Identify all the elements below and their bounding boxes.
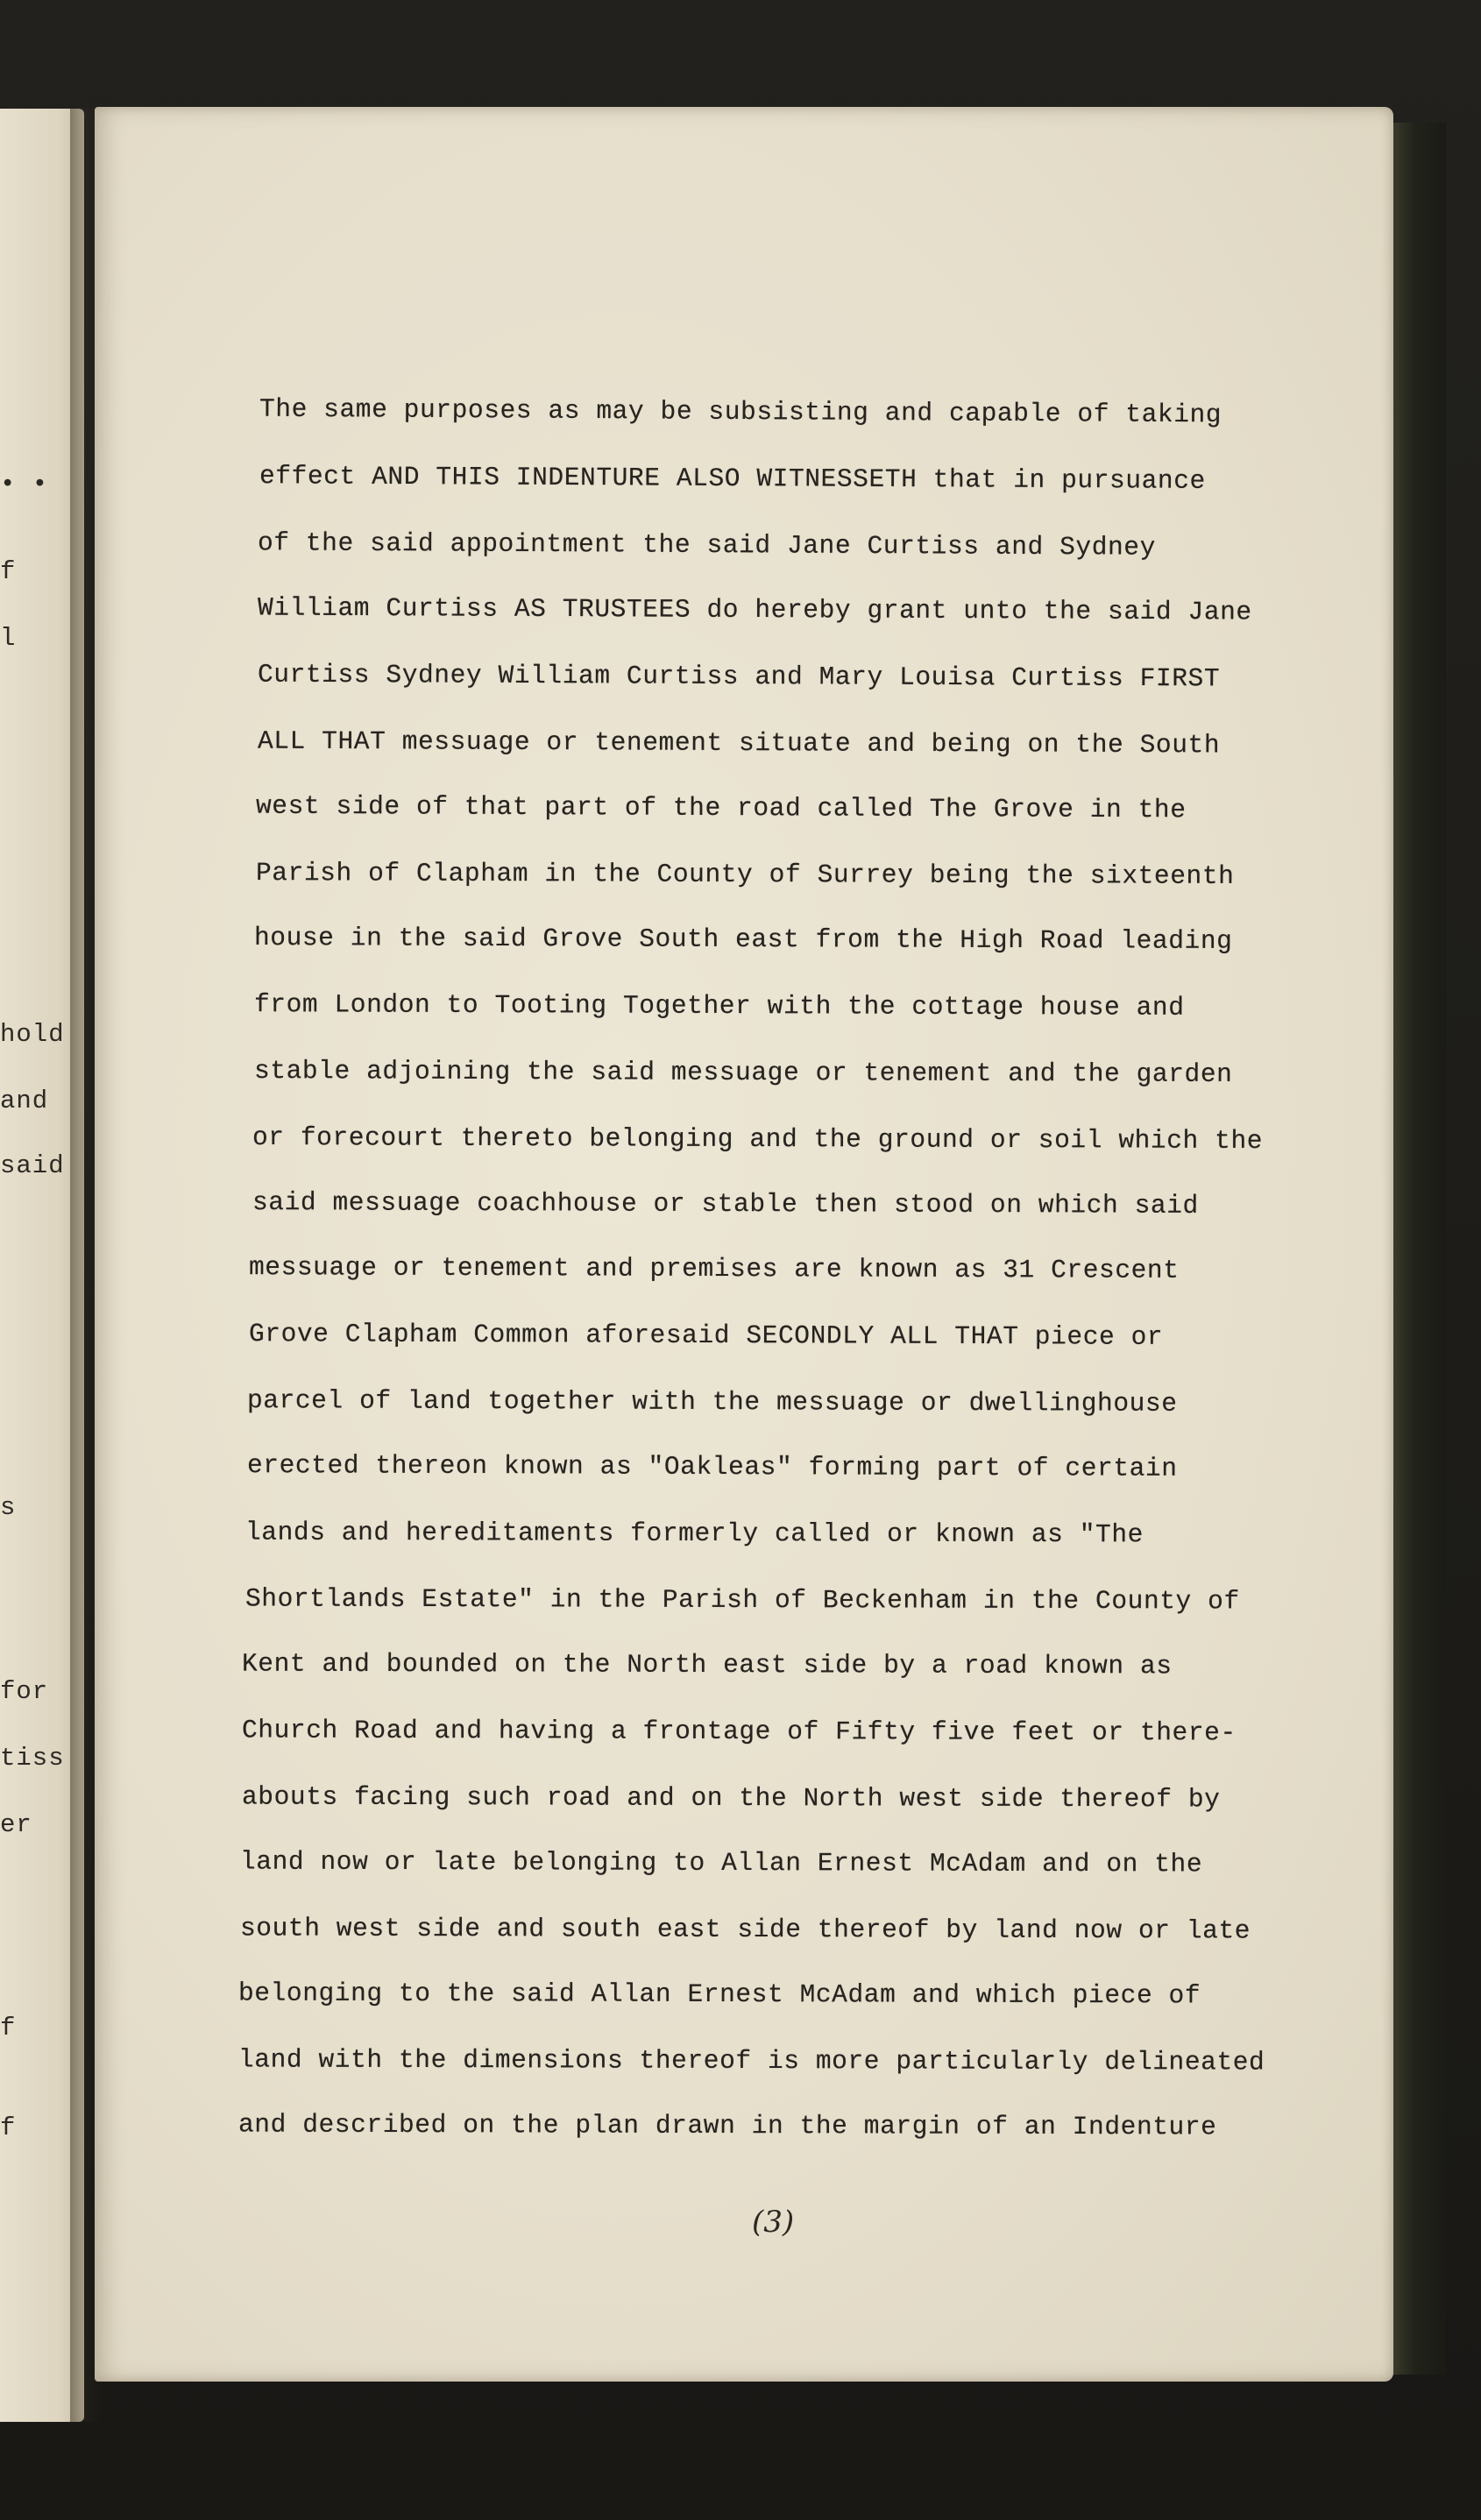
text-line: or forecourt thereto belonging and the ground or soil which the xyxy=(252,1122,1264,1157)
text-line: messuage or tenement and premises are known as 31 Crescent xyxy=(248,1252,1180,1285)
facing-page-fragment: l xyxy=(0,624,17,653)
text-line: west side of that part of the road called The Grove in the xyxy=(255,790,1187,825)
facing-page-fragment: tiss xyxy=(0,1744,65,1773)
text-line: land with the dimensions thereof is more particularly delineated xyxy=(237,2044,1265,2078)
page-number: (3) xyxy=(752,2205,795,2240)
facing-page-fragment: and xyxy=(0,1087,49,1115)
text-line: belonging to the said Allan Ernest McAdam and which piece of xyxy=(237,1978,1201,2011)
text-line: lands and hereditaments formerly called or known as "The xyxy=(244,1517,1144,1550)
text-line: ALL THAT messuage or tenement situate and being on the South xyxy=(257,726,1221,761)
text-line: from London to Tooting Together with the cottage house and xyxy=(253,989,1185,1023)
text-line: land now or late belonging to Allan Ernest McAdam and on the xyxy=(239,1846,1203,1879)
facing-page-fragment: f xyxy=(0,557,17,586)
text-line: Kent and bounded on the North east side by a road known as xyxy=(241,1648,1173,1681)
text-line: said messuage coachhouse or stable then stood on which said xyxy=(252,1187,1199,1221)
text-line: of the said appointment the said Jane Curtiss and Sydney xyxy=(257,527,1157,563)
facing-page-fragment: for xyxy=(0,1677,49,1706)
text-line: parcel of land together with the messuage or dwellinghouse xyxy=(246,1385,1178,1419)
text-line: Church Road and having a frontage of Fifty five feet or there- xyxy=(241,1715,1237,1748)
text-line: erected thereon known as "Oakleas" forming part of certain xyxy=(246,1450,1178,1483)
text-line: abouts facing such road and on the North west side thereof by xyxy=(241,1781,1221,1815)
facing-page-fragment: • • xyxy=(0,470,49,499)
text-line: Grove Clapham Common aforesaid SECONDLY ALL THAT piece or xyxy=(248,1319,1164,1352)
facing-page-fragment: f xyxy=(0,2014,17,2042)
text-line: house in the said Grove South east from the High Road leading xyxy=(253,923,1233,956)
text-line: stable adjoining the said messuage or tenement and the garden xyxy=(253,1056,1233,1089)
text-line: William Curtiss AS TRUSTEES do hereby grant unto the said Jane xyxy=(257,592,1252,627)
text-line: Parish of Clapham in the County of Surrey being the sixteenth xyxy=(255,858,1235,891)
text-line: Curtiss Sydney William Curtiss and Mary Louisa Curtiss FIRST xyxy=(257,659,1221,694)
text-line: south west side and south east side thereof by land now or late xyxy=(239,1913,1251,1946)
text-line: The same purposes as may be subsisting and capable of taking xyxy=(259,393,1222,430)
text-line: Shortlands Estate" in the Parish of Beckenham in the County of xyxy=(244,1583,1240,1617)
facing-page-fragment: s xyxy=(0,1493,17,1522)
facing-page-fragment: said xyxy=(0,1151,65,1180)
text-line: and described on the plan drawn in the margin of an Indenture xyxy=(237,2109,1217,2142)
facing-page-fragment: hold xyxy=(0,1020,65,1049)
text-line: effect AND THIS INDENTURE ALSO WITNESSETH that in pursuance xyxy=(259,461,1206,496)
facing-page-fragment: er xyxy=(0,1810,32,1839)
facing-page-fragment: f xyxy=(0,2113,17,2142)
